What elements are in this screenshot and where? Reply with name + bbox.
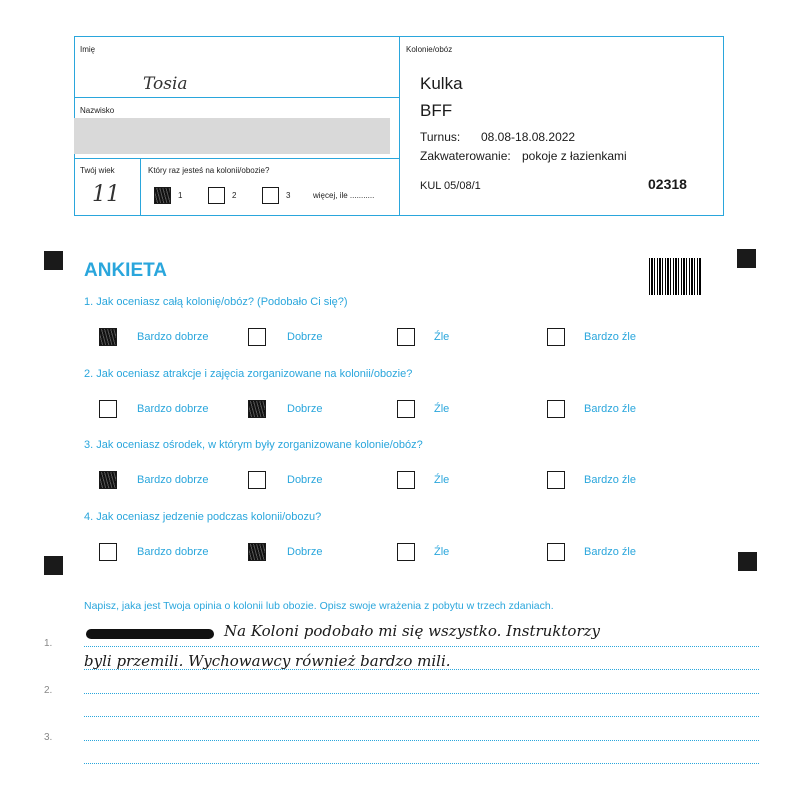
- q1-option-1-checkbox[interactable]: [99, 328, 117, 346]
- q2-option-3-checkbox[interactable]: [397, 400, 415, 418]
- q3-option-3-checkbox[interactable]: [397, 471, 415, 489]
- divider: [399, 37, 400, 215]
- registration-marker: [738, 552, 757, 571]
- q2-option-2-label: Dobrze: [287, 403, 323, 415]
- q1-option-4-checkbox[interactable]: [547, 328, 565, 346]
- q4-option-1-checkbox[interactable]: [99, 543, 117, 561]
- answer-line: [84, 740, 759, 741]
- q3-option-1-label: Bardzo dobrze: [137, 474, 209, 486]
- barcode: [649, 258, 702, 295]
- answer-line: [84, 763, 759, 764]
- q2-option-4-checkbox[interactable]: [547, 400, 565, 418]
- q1-option-3-label: Źle: [434, 331, 450, 343]
- line-number-1: 1.: [44, 638, 53, 649]
- times-option-3: 3: [286, 191, 291, 200]
- camp-label: Kolonie/obóz: [406, 45, 453, 54]
- question-1: 1. Jak oceniasz całą kolonię/obóz? (Podobało Ci się?): [84, 296, 348, 308]
- q4-option-1-label: Bardzo dobrze: [137, 546, 209, 558]
- times-option-1: 1: [178, 191, 183, 200]
- handwritten-line-1: Na Koloni podobało mi się wszystko. Instruktorzy: [224, 622, 600, 640]
- question-3: 3. Jak oceniasz ośrodek, w którym były zorganizowane kolonie/obóz?: [84, 439, 423, 451]
- camp-sub: BFF: [420, 101, 453, 120]
- times-checkbox-2[interactable]: [208, 187, 225, 204]
- times-more-label: więcej, ile ...........: [313, 191, 375, 200]
- q4-option-4-label: Bardzo źle: [584, 546, 636, 558]
- q4-option-2-checkbox[interactable]: [248, 543, 266, 561]
- q3-option-3-label: Źle: [434, 474, 450, 486]
- answer-line: [84, 693, 759, 694]
- divider: [75, 158, 400, 159]
- q3-option-2-checkbox[interactable]: [248, 471, 266, 489]
- q3-option-4-checkbox[interactable]: [547, 471, 565, 489]
- q3-option-2-label: Dobrze: [287, 474, 323, 486]
- registration-marker: [44, 556, 63, 575]
- q2-option-1-checkbox[interactable]: [99, 400, 117, 418]
- question-2: 2. Jak oceniasz atrakcje i zajęcia zorganizowane na kolonii/obozie?: [84, 368, 413, 380]
- registration-marker: [44, 251, 63, 270]
- q4-option-4-checkbox[interactable]: [547, 543, 565, 561]
- redacted-surname: [74, 118, 390, 154]
- turnus-value: 08.08-18.08.2022: [481, 130, 576, 144]
- opinion-prompt: Napisz, jaka jest Twoja opinia o kolonii lub obozie. Opisz swoje wrażenia z pobytu w trzech zdaniach.: [84, 600, 554, 612]
- q1-option-1-label: Bardzo dobrze: [137, 331, 209, 343]
- q4-option-3-checkbox[interactable]: [397, 543, 415, 561]
- line-number-3: 3.: [44, 732, 53, 743]
- q1-option-4-label: Bardzo źle: [584, 331, 636, 343]
- name-value: Tosia: [143, 74, 188, 94]
- q1-option-2-label: Dobrze: [287, 331, 323, 343]
- camp-code: KUL 05/08/1: [420, 180, 481, 192]
- divider: [140, 158, 141, 215]
- q2-option-3-label: Źle: [434, 403, 450, 415]
- form-number: 02318: [648, 176, 687, 192]
- q2-option-4-label: Bardzo źle: [584, 403, 636, 415]
- q3-option-1-checkbox[interactable]: [99, 471, 117, 489]
- camp-name: Kulka: [420, 74, 463, 93]
- handwritten-line-2: byli przemili. Wychowawcy również bardzo mili.: [84, 652, 451, 670]
- line-number-2: 2.: [44, 685, 53, 696]
- q2-option-1-label: Bardzo dobrze: [137, 403, 209, 415]
- accommodation-label: Zakwaterowanie:: [420, 149, 511, 163]
- survey-title: ANKIETA: [84, 260, 168, 281]
- times-checkbox-1[interactable]: [154, 187, 171, 204]
- times-option-2: 2: [232, 191, 237, 200]
- surname-label: Nazwisko: [80, 106, 115, 115]
- age-value: 11: [92, 182, 120, 207]
- accommodation-value: pokoje z łazienkami: [522, 149, 627, 163]
- q1-option-3-checkbox[interactable]: [397, 328, 415, 346]
- q2-option-2-checkbox[interactable]: [248, 400, 266, 418]
- answer-line: [84, 646, 759, 647]
- times-label: Który raz jesteś na kolonii/obozie?: [148, 166, 270, 175]
- answer-line: [84, 716, 759, 717]
- name-label: Imię: [80, 45, 96, 54]
- q4-option-2-label: Dobrze: [287, 546, 323, 558]
- q1-option-2-checkbox[interactable]: [248, 328, 266, 346]
- turnus-label: Turnus:: [420, 130, 461, 144]
- registration-marker: [737, 249, 756, 268]
- q4-option-3-label: Źle: [434, 546, 450, 558]
- crossed-out-text: [86, 629, 214, 639]
- times-checkbox-3[interactable]: [262, 187, 279, 204]
- question-4: 4. Jak oceniasz jedzenie podczas kolonii/obozu?: [84, 511, 322, 523]
- q3-option-4-label: Bardzo źle: [584, 474, 636, 486]
- divider: [75, 97, 400, 98]
- age-label: Twój wiek: [80, 166, 115, 175]
